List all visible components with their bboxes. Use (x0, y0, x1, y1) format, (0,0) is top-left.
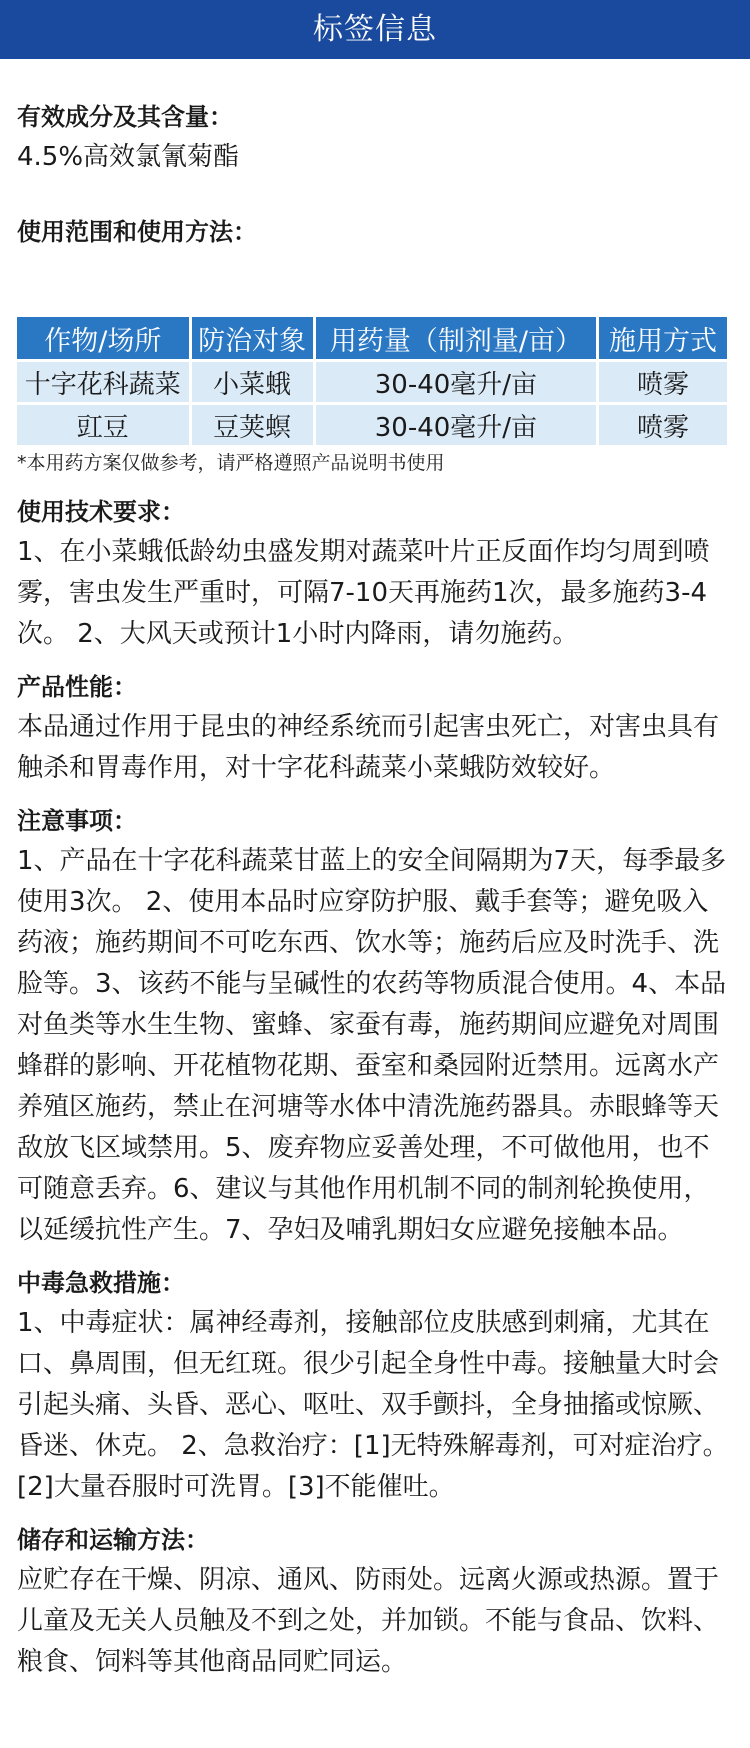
table-cell-dosage: 30-40毫升/亩 (316, 362, 596, 402)
table-note: *本用药方案仅做参考，请严格遵照产品说明书使用 (17, 452, 445, 474)
section-scope (17, 216, 733, 248)
ingredient-body: 4.5%高效氯氰菊酯 (17, 142, 240, 172)
section-technique (17, 496, 733, 655)
firstaid-body: 1、中毒症状：属神经毒剂，接触部位皮肤感到刺痛，尤其在口、鼻周围，但无红斑。很少引起全身性中毒。接触量大时会引起头痛、头昏、恶心、呕吐、双手颤抖，全身抽搐或惊厥、昏迷、休克。 2、急救治疗：[1]无特殊解毒剂，可对症治疗。[2]大量吞服时可洗胃。[3]不能催吐。 (17, 1308, 729, 1502)
table-cell-dosage: 30-40毫升/亩 (316, 405, 596, 445)
page-title: 标签信息 (313, 12, 437, 47)
technique-body: 1、在小菜蛾低龄幼虫盛发期对蔬菜叶片正反面作均匀周到喷雾，害虫发生严重时，可隔7-10天再施药1次，最多施药3-4次。 2、大风天或预计1小时内降雨，请勿施药。 (17, 537, 710, 649)
performance-body: 本品通过作用于昆虫的神经系统而引起害虫死亡，对害虫具有触杀和胃毒作用，对十字花科蔬菜小菜蛾防效较好。 (17, 712, 720, 783)
section-ingredient (17, 101, 733, 178)
cautions-body: 1、产品在十字花科蔬菜甘蓝上的安全间隔期为7天，每季最多使用3次。 2、使用本品时应穿防护服、戴手套等；避免吸入药液；施药期间不可吃东西、饮水等；施药后应及时洗手、洗脸等。3、该药不能与呈碱性的农药等物质混合使用。4、本品对鱼类等水生生物、蜜蜂、家蚕有毒，施药期间应避免对周围蜂群的影响、开花植物花期、蚕室和桑园附近禁用。远离水产养殖区施药，禁止在河塘等水体中清洗施药器具。赤眼蜂等天敌放飞区域禁用。5、废弃物应妥善处理，不可做他用，也不可随意丢弃。6、建议与其他作用机制不同的制剂轮换使用，以延缓抗性产生。7、孕妇及哺乳期妇女应避免接触本品。 (17, 846, 727, 1245)
header-bar (0, 0, 750, 59)
section-firstaid (17, 1267, 733, 1508)
section-performance (17, 671, 733, 789)
section-storage (17, 1524, 733, 1683)
table-cell-crop: 豇豆 (17, 405, 189, 445)
firstaid-title: 中毒急救措施： (17, 1269, 185, 1297)
section-cautions (17, 805, 733, 1251)
table-header-row (17, 317, 727, 359)
table-cell-target: 小菜蛾 (192, 362, 313, 402)
table-row (17, 362, 727, 402)
label-content (0, 101, 750, 1683)
table-cell-method: 喷雾 (599, 362, 727, 402)
storage-body: 应贮存在干燥、阴凉、通风、防雨处。远离火源或热源。置于儿童及无关人员触及不到之处，并加锁。不能与食品、饮料、粮食、饲料等其他商品同贮同运。 (17, 1565, 720, 1677)
ingredient-title: 有效成分及其含量： (17, 103, 233, 131)
scope-title: 使用范围和使用方法： (17, 218, 257, 246)
technique-title: 使用技术要求： (17, 498, 185, 526)
usage-table (14, 314, 730, 448)
cautions-title: 注意事项： (17, 807, 137, 835)
table-header-target: 防治对象 (192, 317, 313, 359)
table-header-method: 施用方式 (599, 317, 727, 359)
storage-title: 储存和运输方法： (17, 1526, 209, 1554)
table-cell-target: 豆荚螟 (192, 405, 313, 445)
table-row (17, 405, 727, 445)
table-header-crop: 作物/场所 (17, 317, 189, 359)
performance-title: 产品性能： (17, 673, 137, 701)
table-cell-method: 喷雾 (599, 405, 727, 445)
table-header-dosage: 用药量（制剂量/亩） (316, 317, 596, 359)
table-cell-crop: 十字花科蔬菜 (17, 362, 189, 402)
